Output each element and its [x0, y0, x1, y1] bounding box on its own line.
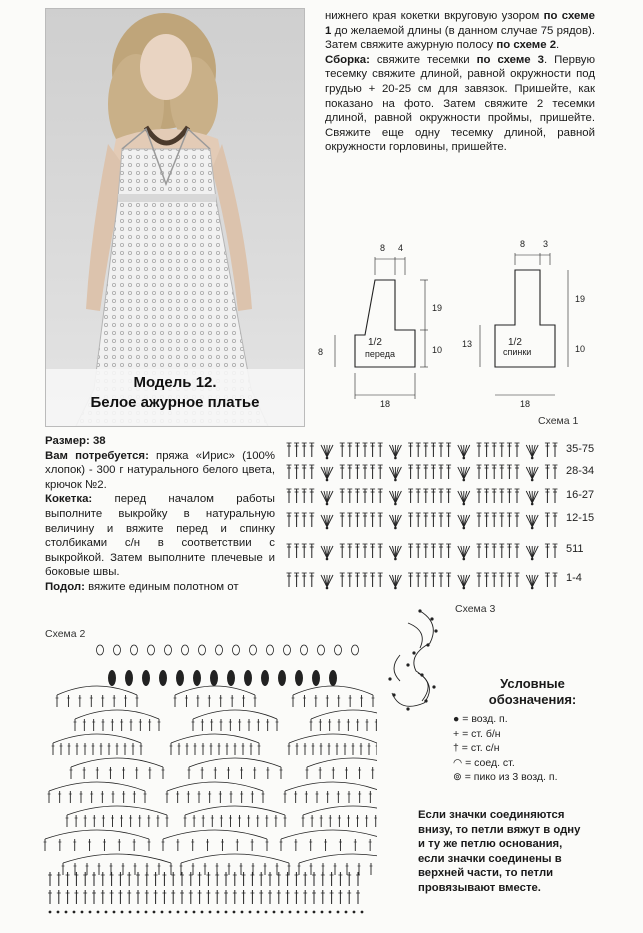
- materials-text: Размер: 38 Вам потребуется: пряжа «Ирис» (100% хлопок) - 300 г натурального белого цвета, крючок №2. Кокетка: перед началом работы выполните выкройку в натуральную величину и вяжите перед и спинку столбиками с/н в соответствии с выкройкой. Затем выполните плечевые и боковые швы. Подол: вяжите единым полотном от: [45, 435, 275, 593]
- row-label: 1-4: [566, 572, 582, 584]
- front-dim-side: 19: [432, 303, 443, 313]
- dress-photo-illustration: [46, 9, 304, 426]
- chain-icon: ●: [453, 713, 460, 725]
- legend-item: ◠ = соед. ст.: [453, 756, 515, 769]
- legend-title: Условные обозначения:: [488, 676, 577, 707]
- row-label: 16-27: [566, 489, 595, 501]
- front-dim-top2: 4: [398, 243, 404, 253]
- legend-item: + = ст. б/н: [453, 727, 501, 740]
- scheme1-chart: [285, 437, 565, 592]
- front-dim-left: 8: [318, 347, 324, 357]
- back-dim-bottom: 18: [520, 399, 531, 409]
- back-dim-side: 19: [575, 294, 586, 304]
- scheme2-chart: [42, 640, 377, 920]
- scheme1-label: Схема 1: [538, 415, 579, 427]
- picot-icon: ⊚: [453, 771, 462, 783]
- back-label2: спинки: [503, 347, 532, 357]
- legend-list: [453, 712, 623, 785]
- front-dim-top1: 8: [380, 243, 386, 253]
- scheme3-label: Схема 3: [455, 603, 496, 615]
- back-label1: 1/2: [508, 337, 522, 348]
- legend-item: ⊚ = пико из 3 возд. п.: [453, 771, 558, 783]
- row-label: 28-34: [566, 465, 595, 477]
- model-number: Модель 12.: [133, 374, 217, 391]
- single-crochet-icon: +: [453, 727, 460, 740]
- slip-stitch-icon: ◠: [453, 756, 463, 769]
- model-photo: [45, 8, 305, 427]
- assembly-text: нижнего края кокетки вкруговую узором по схеме 1 до желаемой длины (в данном случае 75 рядов). Затем свяжите ажурную полосу по схеме 2. Сборка: свяжите тесемки по схеме 3. Первую тесемку свяжите длиной, равной окружности под грудью + 20-25 см для завязок. Пришейте, как показано на фото. Затем свяжите 2 тесемки длиной, равной окружности проймы, пришейте. Свяжите еще одну тесемку длиной, равной окружности горловины, пришейте.: [325, 10, 595, 154]
- back-dim-lower: 10: [575, 344, 586, 354]
- row-label: 12-15: [566, 512, 595, 524]
- pattern-pieces: [310, 235, 615, 410]
- scheme2-label: Схема 2: [45, 628, 86, 640]
- legend-item: ● = возд. п.: [453, 713, 508, 725]
- back-dim-left: 13: [462, 339, 473, 349]
- row-label: 511: [566, 543, 584, 555]
- model-title: Белое ажурное платье: [90, 394, 260, 411]
- front-label2: переда: [365, 349, 395, 359]
- row-label: 35-75: [566, 443, 595, 455]
- back-dim-top2: 3: [543, 239, 549, 249]
- front-label1: 1/2: [368, 337, 382, 348]
- note-text: Если значки соединяются внизу, то петли вяжут в одну и ту же петлю основания, если значки соединены в верхней части, то петли провязывают вместе.: [418, 809, 581, 894]
- double-crochet-icon: †: [453, 742, 459, 754]
- scheme3-chart: [378, 603, 453, 718]
- back-dim-top1: 8: [520, 239, 526, 249]
- legend-item: † = ст. с/н: [453, 742, 500, 754]
- front-dim-bottom: 18: [380, 399, 391, 409]
- front-dim-lower: 10: [432, 345, 443, 355]
